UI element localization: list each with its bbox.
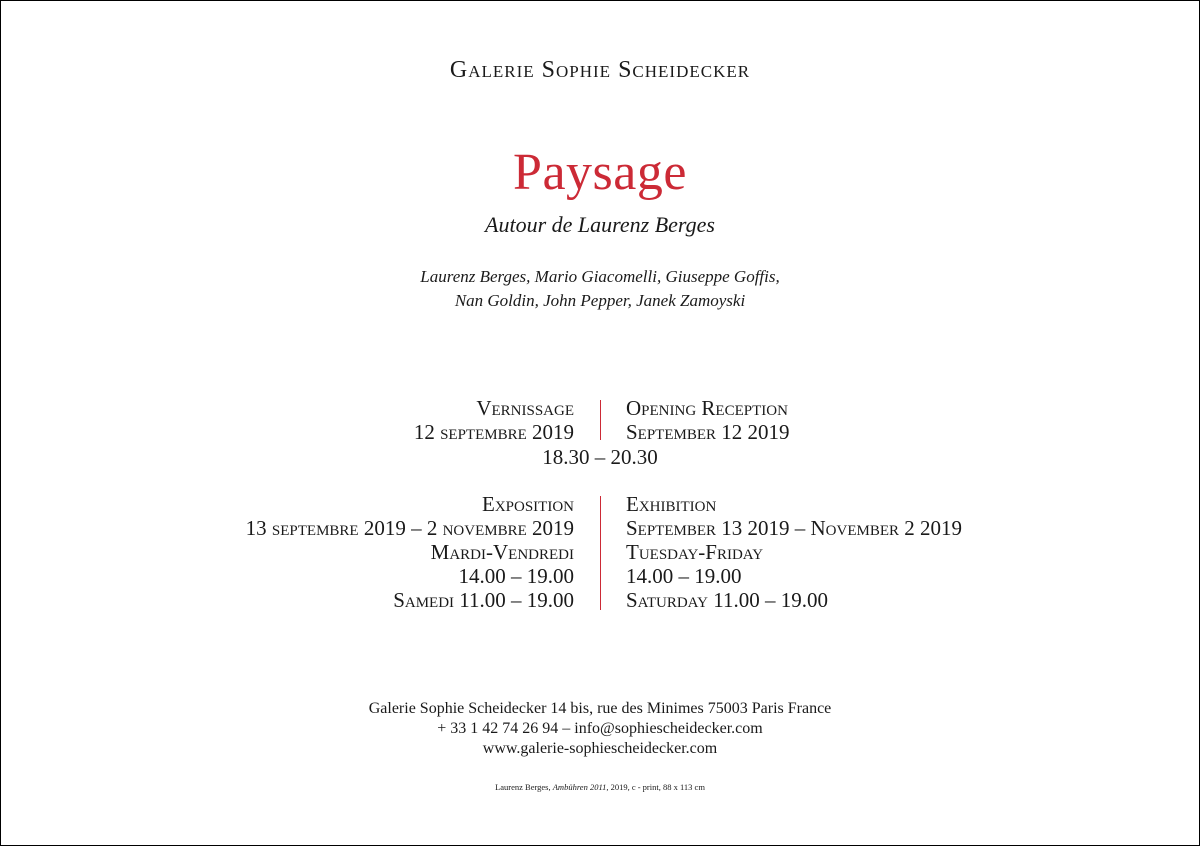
exhibition-english [626, 492, 962, 612]
opening-fr-label: Vernissage [476, 396, 574, 420]
exhibition-en-hours: 14.00 – 19.00 [626, 564, 742, 588]
gallery-name: Galerie Sophie Scheidecker [449, 57, 751, 83]
address-line: Galerie Sophie Scheidecker 14 bis, rue des Minimes 75003 Paris France [368, 700, 832, 717]
exhibition-title: Paysage [513, 144, 687, 201]
exhibition-fr-hours: 14.00 – 19.00 [458, 564, 574, 588]
website-link[interactable]: www.galerie-sophiescheidecker.com [482, 740, 718, 757]
opening-divider [600, 400, 601, 440]
exhibition-fr-dates: 13 septembre 2019 – 2 novembre 2019 [245, 516, 574, 540]
exhibition-french [246, 492, 574, 612]
artist-list-line-2: Nan Goldin, John Pepper, Janek Zamoyski [454, 291, 746, 310]
opening-french [414, 396, 574, 444]
exhibition-subtitle: Autour de Laurenz Berges [485, 212, 715, 237]
gallery-address [1, 699, 1199, 759]
artist-list-line-1: Laurenz Berges, Mario Giacomelli, Giuseppe Goffis, [420, 267, 780, 286]
exhibition-en-days: Tuesday-Friday [626, 540, 764, 564]
opening-en-label: Opening Reception [626, 396, 788, 420]
exhibition-divider [600, 496, 601, 610]
exhibition-en-label: Exhibition [626, 492, 717, 516]
credit-artist: Laurenz Berges, [495, 782, 551, 792]
image-credit [1, 782, 1199, 792]
opening-english [626, 396, 790, 444]
opening-en-date: September 12 2019 [626, 420, 790, 444]
exhibition-en-dates: September 13 2019 – November 2 2019 [626, 516, 963, 540]
exhibition-fr-days: Mardi-Vendredi [430, 540, 574, 564]
contact-line[interactable]: + 33 1 42 74 26 94 – info@sophiescheidecker.com [437, 720, 763, 737]
exhibition-en-saturday: Saturday 11.00 – 19.00 [626, 588, 828, 612]
exhibition-fr-label: Exposition [482, 492, 574, 516]
opening-time: 18.30 – 20.30 [542, 445, 658, 469]
opening-fr-date: 12 septembre 2019 [413, 420, 574, 444]
exhibition-fr-saturday: Samedi 11.00 – 19.00 [393, 588, 574, 612]
credit-details: , 2019, c - print, 88 x 113 cm [606, 782, 705, 792]
artist-list [1, 265, 1199, 313]
credit-work-title: Ambühren 2011 [552, 782, 607, 792]
